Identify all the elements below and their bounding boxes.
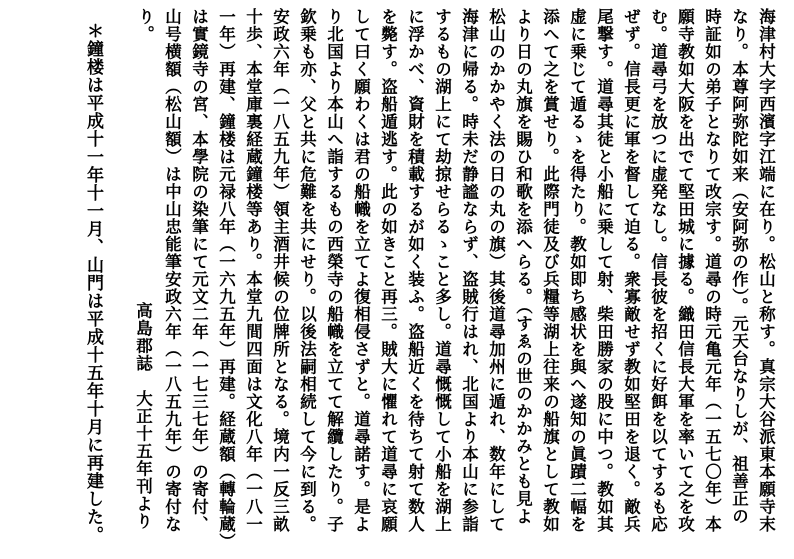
signature-author: 高島郡誌: [133, 302, 153, 372]
text-column: して曰く願わくは君の船幟を立てよ復相侵さずと。道尋諾す。是よ: [351, 8, 371, 533]
footnote: ＊鐘楼は平成十一年十一月、山門は平成十五年十月に再建した。: [83, 22, 103, 544]
signature-date: 大正十五年刊より: [133, 390, 153, 530]
text-column: 海津村大字西濱字江端に在り。松山と称す。真宗大谷派東本願寺末: [756, 8, 776, 533]
text-column: は實鏡寺の宮、本學院の染筆にて元文二年（一七三七年）の寄付、: [189, 8, 209, 533]
text-column: 十歩、本堂庫裏経蔵鐘楼等あり。本堂九間四面は文化八年（一八一: [243, 8, 263, 533]
text-column: ぜず。信長更に軍を督して迫る。衆寡敵せず教如堅田を退く。敵兵: [621, 8, 641, 533]
text-column: を斃す。盗船遁逃す。此の如きこと再三。賊大に懼れて道尋に哀願: [378, 8, 398, 533]
text-column: 海津に帰る。時未だ静謐ならず、盗賊行はれ、北国より本山に参詣: [459, 8, 479, 533]
text-column: む。道尋弓を放つに虚発なし。信長彼を招くに好餌を以てするも応: [648, 8, 668, 533]
text-column: 一年）再建、鐘楼は元禄八年（一六九五年）再建。経蔵額（轉輪蔵）: [216, 8, 236, 551]
text-column: り北国より本山へ詣するもの西榮寺の船幟を立てて解纜したり。子: [324, 8, 344, 533]
text-column: 山号横額（松山額）は中山忠能筆安政六年（一八五九年）の寄付な: [162, 8, 182, 533]
text-column: より日の丸旗を賜ひ和歌を添へらる。（すゑの世のかかみとも見よ: [513, 8, 533, 525]
text-column: 松山のかかやく法の日の丸の旗）其後道尋加州に遁れ、数年にして: [486, 8, 506, 533]
text-column: 時証如の弟子となりて改宗す。道尋の時元亀元年（一五七〇年）本: [702, 8, 722, 533]
text-column: するもの湖上にて劫掠せらるゝこと多し。道尋慨慨して小船を湖上: [432, 8, 452, 533]
text-column: り。: [135, 8, 155, 43]
text-column: 願寺教如大阪を出でて堅田城に據る。織田信長大軍を率いて之を攻: [675, 8, 695, 533]
text-column: に浮かべ、資財を積載するが如く装ふ。盗船近くを待ちて射て数人: [405, 8, 425, 533]
text-column: 虚に乗じて遁るゝを得たり。教如即ち感状を與へ遂知の眞蹟二幅を: [567, 8, 587, 533]
text-column: 安政六年（一八五九年）領主酒井候の位牌所となる。境内一反三畝: [270, 8, 290, 533]
text-column: なり。本尊阿弥陀如来（安阿弥の作）。元天台なりしが、祖善正の: [729, 8, 749, 525]
text-column: 欽乗も亦、父と共に危難を共にせり。以後法嗣相続して今に到る。: [297, 8, 317, 533]
text-column: 添へて之を賞せり。此際門徒及び兵糧等湖上往来の船旗として教如: [540, 8, 560, 533]
text-column: 尾撃す。道尋其徒と小船に乗して射、柴田勝家の股に中つ。教如其: [594, 8, 614, 533]
